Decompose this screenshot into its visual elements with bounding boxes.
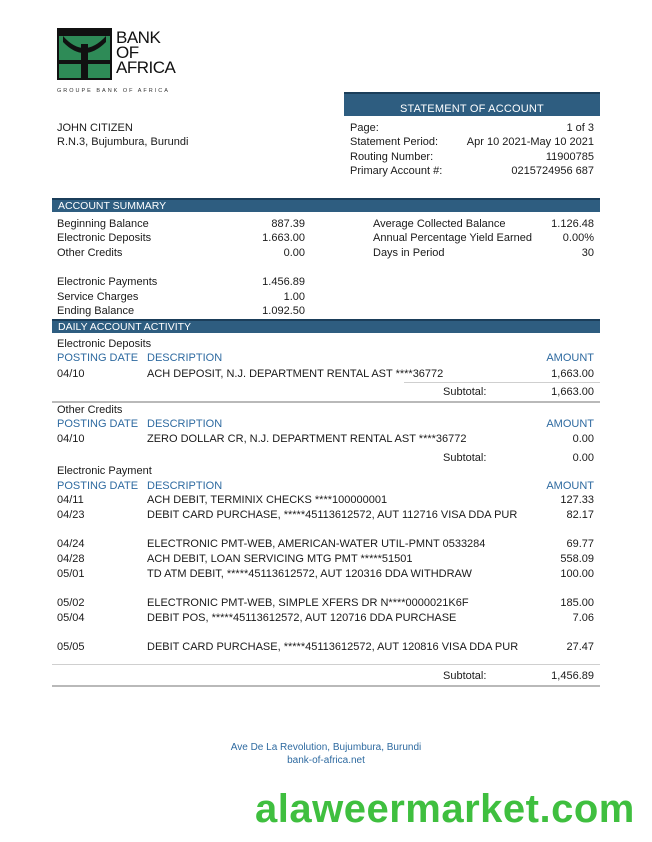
credits-section-title: Other Credits (57, 404, 123, 416)
posting-date-header: POSTING DATE (57, 480, 139, 492)
section-divider (52, 685, 600, 687)
summary-label: Electronic Payments (57, 276, 158, 288)
row-date: 04/10 (57, 368, 85, 380)
amount-header: AMOUNT (546, 352, 594, 364)
summary-value: 0.00% (562, 232, 594, 244)
row-date: 05/04 (57, 612, 85, 624)
description-header: DESCRIPTION (147, 352, 223, 364)
summary-label: Service Charges (57, 291, 139, 303)
row-description: ACH DEBIT, TERMINIX CHECKS ****100000001 (147, 494, 388, 506)
daily-activity-title: DAILY ACCOUNT ACTIVITY (58, 321, 192, 333)
row-amount: 7.06 (572, 612, 594, 624)
summary-value: 887.39 (271, 218, 305, 230)
summary-value: 1.456.89 (262, 276, 305, 288)
summary-label: Electronic Deposits (57, 232, 152, 244)
customer-address: R.N.3, Bujumbura, Burundi (57, 136, 189, 148)
logo-line: AFRICA (116, 58, 176, 77)
group-tagline: GROUPE BANK OF AFRICA (57, 88, 170, 94)
row-amount: 69.77 (566, 538, 594, 550)
row-date: 04/28 (57, 553, 85, 565)
summary-value: 30 (581, 247, 594, 259)
posting-date-header: POSTING DATE (57, 418, 139, 430)
statement-field-value: 1 of 3 (566, 122, 594, 134)
statement-field-label: Page: (350, 122, 379, 134)
summary-value: 1.00 (283, 291, 305, 303)
row-amount: 27.47 (566, 641, 594, 653)
subtotal-label: Subtotal: (443, 452, 487, 464)
summary-value: 0.00 (283, 247, 305, 259)
row-description: DEBIT CARD PURCHASE, *****45113612572, AUT 112716 VISA DDA PUR (147, 509, 518, 521)
summary-label: Days in Period (373, 247, 445, 259)
watermark: alaweermarket.com (255, 787, 635, 831)
row-amount: 185.00 (560, 597, 594, 609)
subtotal-value: 1,663.00 (551, 386, 594, 398)
subtotal-label: Subtotal: (443, 670, 487, 682)
summary-label: Average Collected Balance (373, 218, 506, 230)
row-description: TD ATM DEBIT, *****45113612572, AUT 120316 DDA WITHDRAW (147, 568, 472, 580)
row-amount: 100.00 (560, 568, 594, 580)
row-description: ACH DEBIT, LOAN SERVICING MTG PMT *****51501 (147, 553, 413, 565)
row-date: 04/11 (57, 494, 84, 506)
subtotal-value: 1,456.89 (551, 670, 594, 682)
summary-label: Other Credits (57, 247, 123, 259)
row-date: 05/02 (57, 597, 85, 609)
subtotal-divider (404, 382, 600, 383)
row-amount: 1,663.00 (551, 368, 594, 380)
statement-title: STATEMENT OF ACCOUNT (400, 103, 544, 115)
summary-label: Ending Balance (57, 305, 135, 317)
statement-field-value: 11900785 (545, 151, 594, 163)
row-date: 04/24 (57, 538, 85, 550)
payments-section-title: Electronic Payment (57, 465, 152, 477)
row-amount: 0.00 (572, 433, 594, 445)
summary-label: Beginning Balance (57, 218, 149, 230)
section-divider (52, 401, 600, 403)
statement-field-label: Routing Number: (350, 151, 434, 163)
description-header: DESCRIPTION (147, 480, 223, 492)
statement-field-value: 0215724956 687 (511, 165, 594, 177)
summary-label: Annual Percentage Yield Earned (373, 232, 533, 244)
amount-header: AMOUNT (546, 418, 594, 430)
subtotal-label: Subtotal: (443, 386, 487, 398)
row-description: DEBIT CARD PURCHASE, *****45113612572, AUT 120816 VISA DDA PUR (147, 641, 519, 653)
customer-name: JOHN CITIZEN (57, 122, 133, 134)
subtotal-divider (52, 664, 600, 665)
row-date: 05/01 (57, 568, 85, 580)
row-amount: 127.33 (560, 494, 594, 506)
subtotal-value: 0.00 (572, 452, 594, 464)
row-description: DEBIT POS, *****45113612572, AUT 120716 DDA PURCHASE (147, 612, 457, 624)
bank-logo-text (116, 30, 175, 75)
row-amount: 558.09 (560, 553, 594, 565)
row-date: 05/05 (57, 641, 85, 653)
row-description: ACH DEPOSIT, N.J. DEPARTMENT RENTAL AST ****36772 (147, 368, 444, 380)
bank-logo-icon (57, 28, 112, 80)
footer-website[interactable]: bank-of-africa.net (287, 755, 365, 766)
row-description: ELECTRONIC PMT-WEB, SIMPLE XFERS DR N****0000021K6F (147, 597, 469, 609)
account-summary-title: ACCOUNT SUMMARY (58, 200, 167, 212)
row-description: ZERO DOLLAR CR, N.J. DEPARTMENT RENTAL AST ****36772 (147, 433, 467, 445)
footer-address: Ave De La Revolution, Bujumbura, Burundi (230, 742, 422, 753)
amount-header: AMOUNT (546, 480, 594, 492)
row-description: ELECTRONIC PMT-WEB, AMERICAN-WATER UTIL-PMNT 0533284 (147, 538, 486, 550)
summary-value: 1.126.48 (551, 218, 594, 230)
row-date: 04/10 (57, 433, 85, 445)
logo-line: OF (116, 43, 139, 62)
deposits-section-title: Electronic Deposits (57, 338, 152, 350)
row-date: 04/23 (57, 509, 85, 521)
statement-field-value: Apr 10 2021-May 10 2021 (466, 136, 594, 148)
summary-value: 1.092.50 (262, 305, 305, 317)
description-header: DESCRIPTION (147, 418, 223, 430)
summary-value: 1.663.00 (262, 232, 305, 244)
row-amount: 82.17 (566, 509, 594, 521)
statement-field-label: Statement Period: (350, 136, 439, 148)
statement-field-label: Primary Account #: (350, 165, 443, 177)
posting-date-header: POSTING DATE (57, 352, 139, 364)
logo-line: BANK (116, 28, 161, 47)
